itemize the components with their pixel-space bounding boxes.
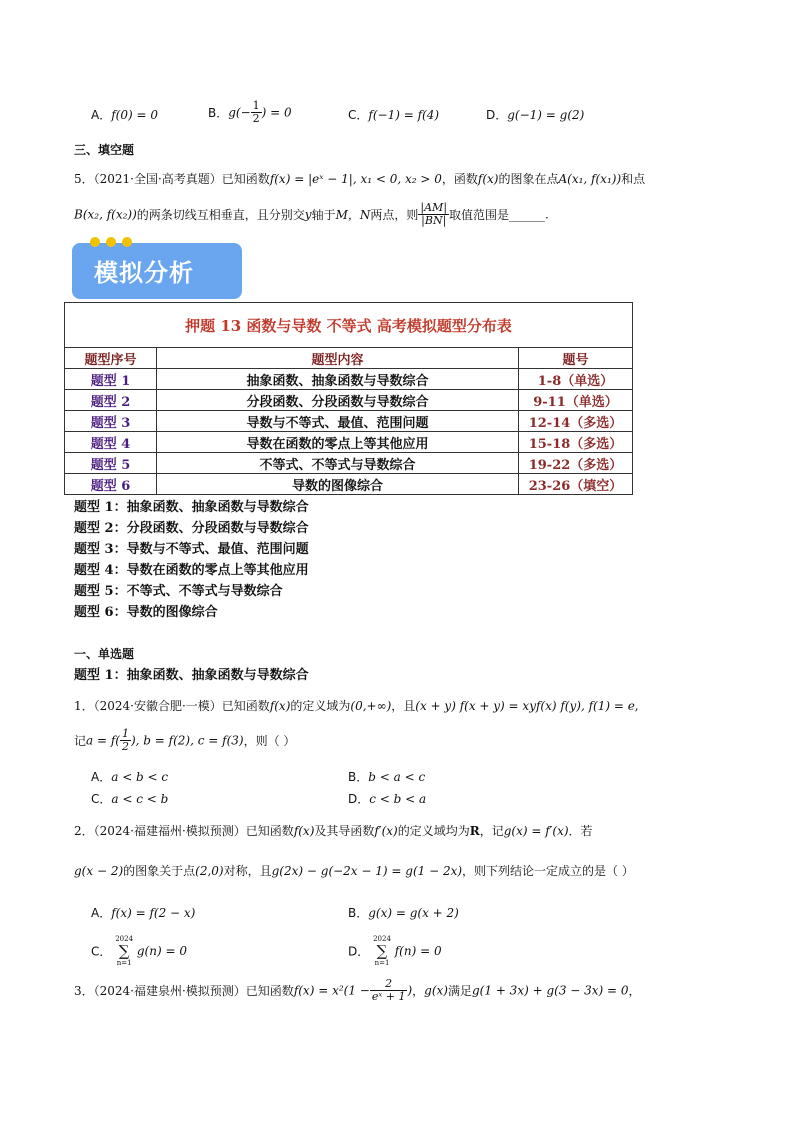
q5-math: y <box>304 207 312 222</box>
q5-text: 两点，则 <box>370 208 419 222</box>
q5-math: f(x) = |eˣ − 1|, x₁ < 0, x₂ > 0 <box>269 172 442 186</box>
option-expr: f(x) = f(2 − x) <box>111 906 196 920</box>
q3-math: g(x) <box>424 983 448 998</box>
decor-dot <box>122 237 132 247</box>
option-label: D． <box>348 944 370 959</box>
option-expr: a < b < c <box>111 770 169 784</box>
type-cell: 题型 6 <box>65 474 157 495</box>
fraction-num: 1 <box>121 727 129 740</box>
fraction <box>418 202 449 227</box>
q5-math: M，N <box>335 208 371 222</box>
fraction-den: eˣ + 1 <box>371 990 406 1003</box>
q3-math: g(1 + 3x) + g(3 − 3x) = 0 <box>472 983 629 998</box>
q3-math: f(x) = x²(1 − <box>293 983 370 998</box>
table-row <box>65 432 633 453</box>
option-expr: b < a < c <box>368 770 426 784</box>
q2-line2 <box>74 862 634 879</box>
option-label: A． <box>91 770 112 784</box>
type-list-item: 题型 1：抽象函数、抽象函数与导数综合 <box>74 500 309 515</box>
q2-math: f(x) <box>293 824 315 838</box>
content-cell: 导数的图像综合 <box>157 474 519 495</box>
fraction-num: |AM| <box>420 201 448 214</box>
type-list-item: 题型 3：导数与不等式、最值、范围问题 <box>74 542 309 557</box>
q1-line2 <box>74 728 295 753</box>
fraction-den: 2 <box>252 112 260 125</box>
table-row <box>65 369 633 390</box>
option-label: C． <box>91 944 112 959</box>
q2-text: ，则下列结论一定成立的是（ ） <box>462 864 634 878</box>
section-fill-heading: 三、填空题 <box>74 143 135 157</box>
sum-upper: 2024 <box>115 935 134 943</box>
option-label: C． <box>91 792 112 806</box>
banner-title: 模拟分析 <box>94 259 194 287</box>
table-row <box>65 390 633 411</box>
q2-math: g(x) = f′(x) <box>503 824 569 838</box>
q3-text: 满足 <box>447 984 472 998</box>
q1-option-d[interactable] <box>348 790 426 807</box>
number-cell: 12-14（多选） <box>519 411 633 432</box>
q2-math: g(2x) − g(−2x − 1) = g(1 − 2x) <box>271 864 463 878</box>
option-expr: a < c < b <box>111 792 169 806</box>
q5-text: 的两条切线互相垂直，且分别交 <box>136 208 305 222</box>
option-expr: f(−1) = f(4) <box>368 108 440 122</box>
option-label: A． <box>91 906 112 920</box>
type-cell: 题型 2 <box>65 390 157 411</box>
fraction <box>251 100 262 125</box>
q2-text: ．若 <box>568 824 593 838</box>
q5-line2 <box>74 202 549 227</box>
number-cell: 15-18（多选） <box>519 432 633 453</box>
table-row <box>65 411 633 432</box>
sum-lower: n=1 <box>374 959 390 967</box>
option-label: A． <box>91 108 112 122</box>
option-expr: g(−1) = g(2) <box>507 108 585 122</box>
option-expr-post: ) = 0 <box>261 105 292 120</box>
option-label: B． <box>348 906 369 920</box>
table-header-row <box>65 348 633 369</box>
q2-math: f′(x) <box>374 824 398 838</box>
option-label: C． <box>348 108 369 122</box>
fraction-den: |BN| <box>421 214 447 227</box>
q3-math: ) <box>407 983 413 998</box>
q4-option-c <box>348 106 439 123</box>
q5-text: . <box>545 207 549 222</box>
number-cell: 1-8（单选） <box>519 369 633 390</box>
option-expr-pre: g(− <box>228 105 251 120</box>
fraction-den: 2 <box>121 740 129 753</box>
q1-text: 的定义域为 <box>290 699 351 713</box>
header-cell: 题型内容 <box>157 348 519 369</box>
summation <box>115 934 133 968</box>
type-cell: 题型 4 <box>65 432 157 453</box>
q3-text: 3．（2024·福建泉州·模拟预测）已知函数 <box>74 984 294 998</box>
answer-blank[interactable]: ______ <box>509 207 546 222</box>
q2-text: 对称，且 <box>223 864 272 878</box>
content-cell: 不等式、不等式与导数综合 <box>157 453 519 474</box>
q1-line1 <box>74 697 639 714</box>
option-label: D． <box>486 108 508 122</box>
q3-text: ， <box>412 984 425 998</box>
option-label: B． <box>348 770 369 784</box>
q1-option-b[interactable] <box>348 768 425 785</box>
q2-text: ，记 <box>479 824 504 838</box>
q1-option-c[interactable] <box>91 790 168 807</box>
option-expr: f(n) = 0 <box>394 944 442 958</box>
q2-option-a[interactable] <box>91 904 195 921</box>
sum-symbol: ∑ <box>118 942 130 960</box>
q1-text: ，则（ ） <box>243 734 296 748</box>
q5-math: B(x₂, f(x₂)) <box>74 207 137 222</box>
q2-option-d[interactable] <box>348 934 442 968</box>
q2-line1 <box>74 822 593 839</box>
q4-option-b <box>208 100 292 125</box>
header-cell: 题号 <box>519 348 633 369</box>
type-cell: 题型 3 <box>65 411 157 432</box>
q1-text: 1．（2024·安徽合肥·一模）已知函数 <box>74 699 270 713</box>
decor-dot <box>106 237 116 247</box>
type-list-item: 题型 5：不等式、不等式与导数综合 <box>74 584 283 599</box>
fraction <box>370 978 408 1003</box>
q2-math: R <box>469 824 480 838</box>
type-cell: 题型 5 <box>65 453 157 474</box>
content-cell: 导数在函数的零点上等其他应用 <box>157 432 519 453</box>
q2-text: 2．（2024·福建福州·模拟预测）已知函数 <box>74 824 294 838</box>
sum-upper: 2024 <box>373 935 391 943</box>
q5-math: A(x₁, f(x₁)) <box>558 172 622 186</box>
q3-text: ， <box>628 984 641 998</box>
table-title: 押题 13 函数与导数 不等式 高考模拟题型分布表 <box>65 303 633 348</box>
q4-option-a <box>91 106 158 123</box>
distribution-table <box>64 302 633 495</box>
option-expr: g(x) = g(x + 2) <box>368 906 459 920</box>
q5-line1 <box>74 170 645 187</box>
number-cell: 23-26（填空） <box>519 474 633 495</box>
content-cell: 分段函数、分段函数与导数综合 <box>157 390 519 411</box>
q2-text: 的图象关于点 <box>123 864 196 878</box>
option-label: B． <box>208 106 229 120</box>
type-cell: 题型 1 <box>65 369 157 390</box>
table-row <box>65 474 633 495</box>
q1-math: a = f( <box>86 733 120 748</box>
q1-text: 记 <box>74 734 87 748</box>
type1-heading: 题型 1：抽象函数、抽象函数与导数综合 <box>74 668 309 683</box>
q5-math: f(x) <box>477 172 499 186</box>
header-cell: 题型序号 <box>65 348 157 369</box>
summation <box>373 934 391 968</box>
q1-text: , <box>634 699 639 713</box>
option-label: D． <box>348 792 370 806</box>
fraction-num: 2 <box>370 978 408 991</box>
q5-text: ，函数 <box>441 172 478 186</box>
q5-text: 的图象在点 <box>498 172 559 186</box>
q4-option-d <box>486 106 584 123</box>
number-cell: 9-11（单选） <box>519 390 633 411</box>
content-cell: 导数与不等式、最值、范围问题 <box>157 411 519 432</box>
q2-option-b[interactable] <box>348 904 459 921</box>
option-expr: f(0) = 0 <box>111 108 158 122</box>
section-single-heading: 一、单选题 <box>74 647 135 661</box>
q1-option-a[interactable] <box>91 768 168 785</box>
section-banner <box>72 243 242 299</box>
q2-text: 及其导函数 <box>314 824 375 838</box>
q2-text: 的定义域均为 <box>397 824 470 838</box>
decor-dot <box>90 237 100 247</box>
fraction-num: 1 <box>252 99 260 112</box>
q1-text: ，且 <box>391 699 416 713</box>
table-row <box>65 453 633 474</box>
q2-option-c[interactable] <box>91 934 187 968</box>
q5-text: 和点 <box>621 172 646 186</box>
q1-math: (x + y) f(x + y) = xyf(x) f(y), f(1) = e <box>415 699 635 713</box>
sum-symbol: ∑ <box>376 942 388 960</box>
number-cell: 19-22（多选） <box>519 453 633 474</box>
q3-line <box>74 978 641 1003</box>
option-expr: c < b < a <box>369 792 427 806</box>
option-expr: g(n) = 0 <box>136 944 187 958</box>
q5-text: 取值范围是 <box>449 208 510 222</box>
type-list-item: 题型 2：分段函数、分段函数与导数综合 <box>74 521 309 536</box>
q1-math: (0,+∞) <box>350 699 392 713</box>
q5-text: 5．（2021·全国·高考真题）已知函数 <box>74 172 270 186</box>
q5-text: 轴于 <box>311 208 336 222</box>
q2-math: (2,0) <box>195 864 224 878</box>
sum-lower: n=1 <box>116 959 132 967</box>
content-cell: 抽象函数、抽象函数与导数综合 <box>157 369 519 390</box>
fraction <box>120 728 131 753</box>
q1-math: ), b = f(2), c = f(3) <box>130 733 244 748</box>
type-list-item: 题型 4：导数在函数的零点上等其他应用 <box>74 563 309 578</box>
type-list-item: 题型 6：导数的图像综合 <box>74 605 218 620</box>
q1-math: f(x) <box>269 699 291 713</box>
q2-math: g(x − 2) <box>74 864 124 878</box>
